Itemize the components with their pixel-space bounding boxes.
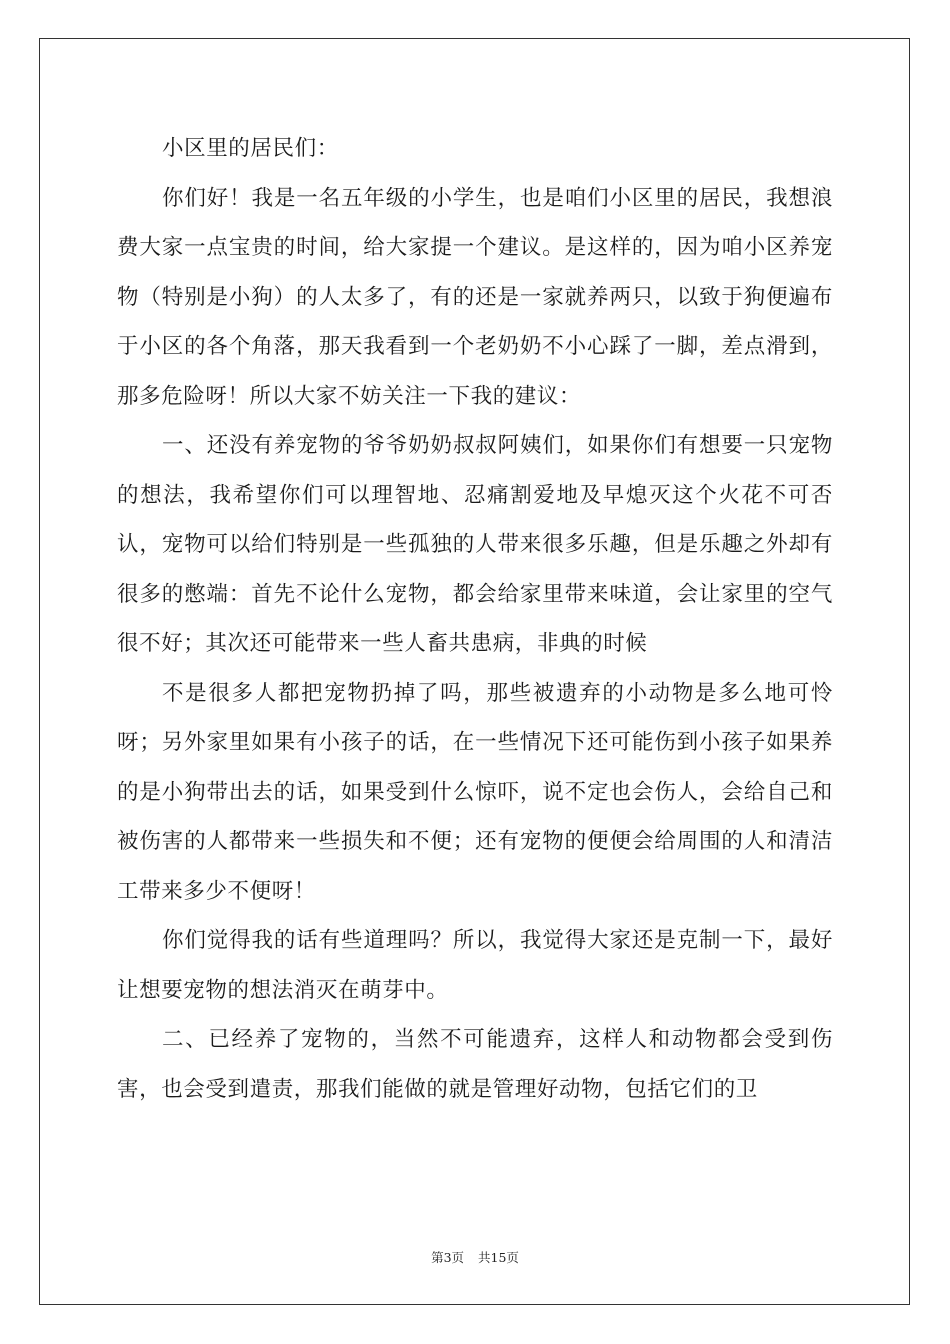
paragraph-abandoned-pets: 不是很多人都把宠物扔掉了吗，那些被遗弃的小动物是多么地可怜呀；另外家里如果有小孩子的话，在一些情况下还可能伤到小孩子如果养的是小狗带出去的话，如果受到什么惊吓，说不定也会伤人，会给自己和被伤害的人都带来一些损失和不便；还有宠物的便便会给周围的人和清洁工带来多少不便呀！ bbox=[117, 680, 833, 904]
paragraph-suggestion-two: 二、已经养了宠物的，当然不可能遗弃，这样人和动物都会受到伤害，也会受到遣责，那我们能做的就是管理好动物，包括它们的卫 bbox=[117, 1027, 833, 1102]
paragraph-salutation: 小区里的居民们： bbox=[162, 136, 339, 161]
paragraph-suggestion-one: 一、还没有养宠物的爷爷奶奶叔叔阿姨们，如果你们有想要一只宠物的想法，我希望你们可以理智地、忍痛割爱地及早熄灭这个火花不可否认，宠物可以给们特别是一些孤独的人带来很多乐趣，但是乐趣之外却有很多的憋端：首先不论什么宠物，都会给家里带来味道，会让家里的空气很不好；其次还可能带来一些人畜共患病，非典的时候 bbox=[117, 433, 833, 656]
page-footer bbox=[0, 1248, 950, 1266]
paragraph-conclusion: 你们觉得我的话有些道理吗？所以，我觉得大家还是克制一下，最好让想要宠物的想法消灭在萌芽中。 bbox=[117, 928, 833, 1003]
paragraph-greeting: 你们好！我是一名五年级的小学生，也是咱们小区里的居民，我想浪费大家一点宝贵的时间，给大家提一个建议。是这样的，因为咱小区养宠物（特别是小狗）的人太多了，有的还是一家就养两只，以致于狗便遍布于小区的各个角落，那天我看到一个老奶奶不小心踩了一脚，差点滑到，那多危险呀！所以大家不妨关注一下我的建议： bbox=[117, 185, 833, 409]
page-number: 第3页 bbox=[431, 1250, 465, 1265]
page-total: 共15页 bbox=[478, 1250, 519, 1265]
document-body bbox=[117, 124, 833, 1114]
